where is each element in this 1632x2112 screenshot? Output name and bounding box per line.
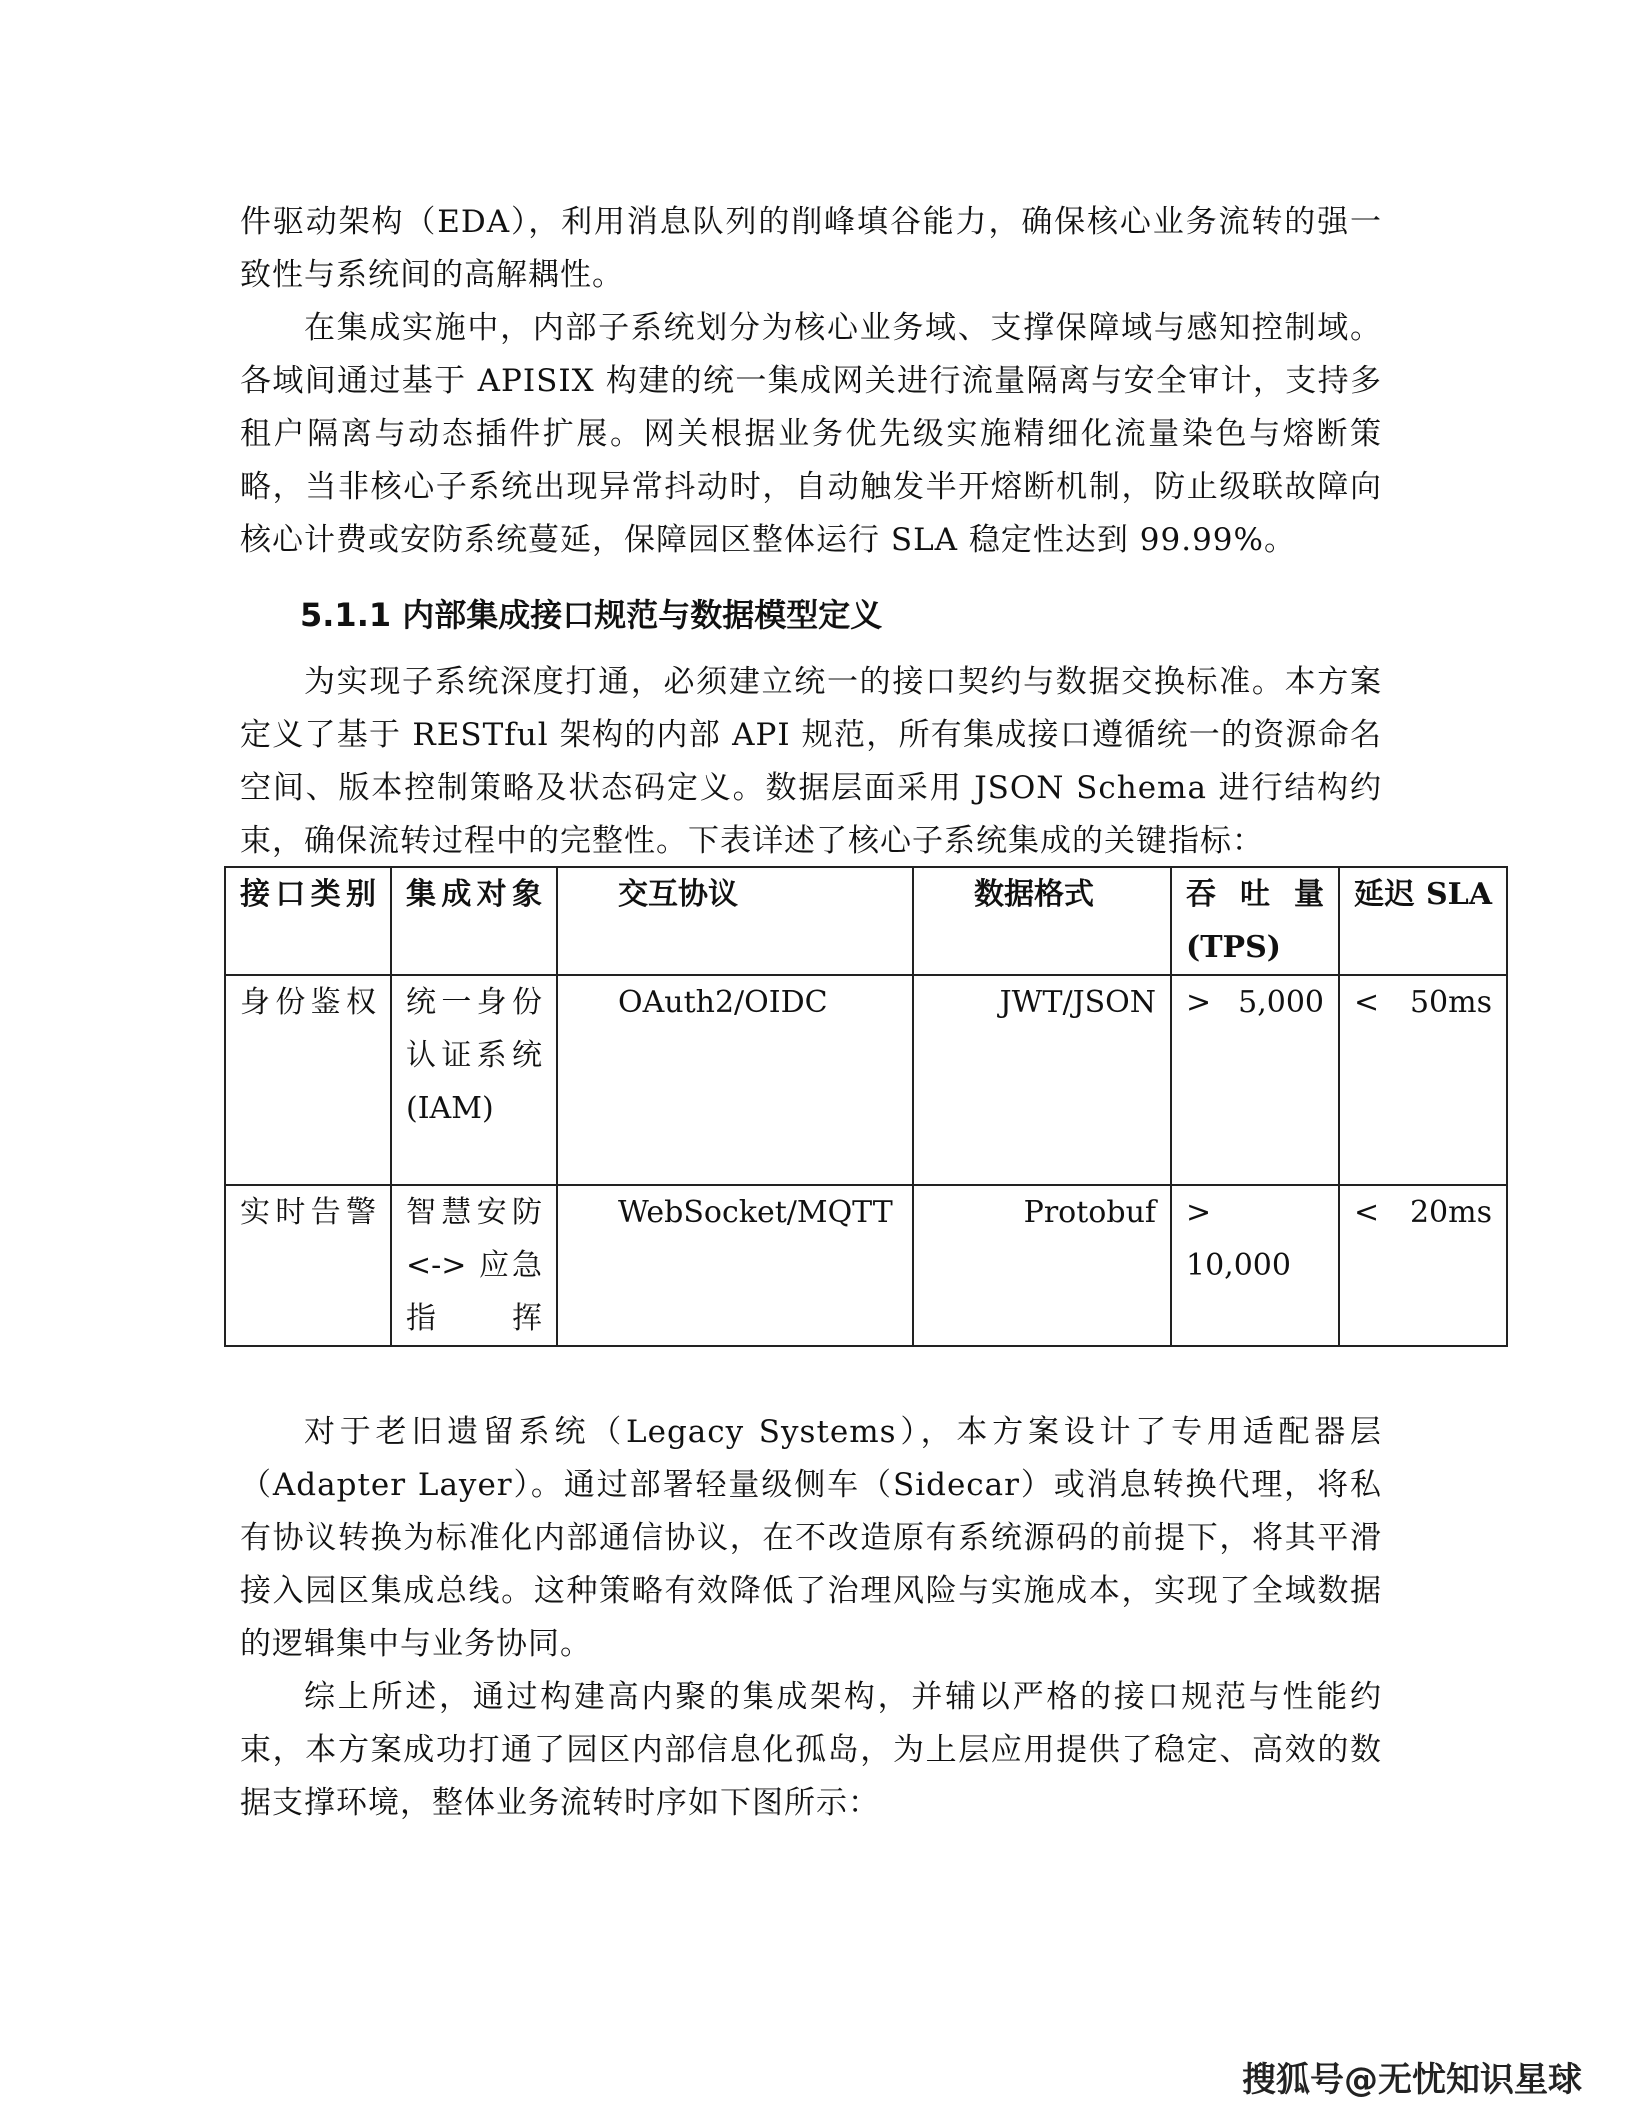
cell-protocol: OAuth2/OIDC <box>557 975 913 1185</box>
header-integration-target: 集成对象 <box>391 867 557 975</box>
cell-data-format: JWT/JSON <box>913 975 1171 1185</box>
paragraph-summary: 综上所述，通过构建高内聚的集成架构，并辅以严格的接口规范与性能约束，本方案成功打通了园区内部信息化孤岛，为上层应用提供了稳定、高效的数据支撑环境，整体业务流转时序如下图所示： <box>240 1679 1382 1821</box>
table-row <box>225 1185 1507 1346</box>
cell-protocol: WebSocket/MQTT <box>557 1185 913 1346</box>
integration-spec-table <box>224 866 1508 1347</box>
header-interface-type: 接口类别 <box>225 867 391 975</box>
header-throughput: 吞吐量 (TPS) <box>1171 867 1339 975</box>
cell-data-format: Protobuf <box>913 1185 1171 1346</box>
cell-interface-type: 身份鉴权 <box>225 975 391 1185</box>
header-data-format: 数据格式 <box>913 867 1171 975</box>
cell-throughput: > 10,000 <box>1171 1185 1339 1346</box>
table-header-row <box>225 867 1507 975</box>
cell-integration-target: 智慧安防 <-> 应急指挥 <box>391 1185 557 1346</box>
paragraph-integration-gateway: 在集成实施中，内部子系统划分为核心业务域、支撑保障域与感知控制域。各域间通过基于 APISIX 构建的统一集成网关进行流量隔离与安全审计，支持多租户隔离与动态插件扩展。网关根据业务优先级实施精细化流量染色与熔断策略，当非核心子系统出现异常抖动时，自动触发半开熔断机制，防止级联故障向核心计费或安防系统蔓延，保障园区整体运行 SLA 稳定性达到 99.99%。 <box>240 310 1382 558</box>
watermark: 搜狐号@无忧知识星球 <box>1242 2060 1582 2100</box>
paragraph-api-spec: 为实现子系统深度打通，必须建立统一的接口契约与数据交换标准。本方案定义了基于 RESTful 架构的内部 API 规范，所有集成接口遵循统一的资源命名空间、版本控制策略及状态码定义。数据层面采用 JSON Schema 进行结构约束，确保流转过程中的完整性。下表详述了核心子系统集成的关键指标： <box>240 664 1382 859</box>
cell-integration-target: 统一身份认证系统 (IAM) <box>391 975 557 1185</box>
table-row <box>225 975 1507 1185</box>
cell-interface-type: 实时告警 <box>225 1185 391 1346</box>
header-latency-sla: 延迟 SLA <box>1339 867 1507 975</box>
top-paragraphs <box>240 196 1382 567</box>
cell-throughput: > 5,000 <box>1171 975 1339 1185</box>
paragraph-eda: 件驱动架构（EDA），利用消息队列的削峰填谷能力，确保核心业务流转的强一致性与系统间的高解耦性。 <box>240 204 1382 293</box>
section-heading: 5.1.1 内部集成接口规范与数据模型定义 <box>300 596 883 634</box>
paragraph-legacy-adapter: 对于老旧遗留系统（Legacy Systems），本方案设计了专用适配器层（Adapter Layer）。通过部署轻量级侧车（Sidecar）或消息转换代理，将私有协议转换为标准化内部通信协议，在不改造原有系统源码的前提下，将其平滑接入园区集成总线。这种策略有效降低了治理风险与实施成本，实现了全域数据的逻辑集中与业务协同。 <box>240 1414 1382 1662</box>
bottom-paragraphs <box>240 1406 1382 1830</box>
intro-paragraph-block <box>240 656 1382 868</box>
header-protocol: 交互协议 <box>557 867 913 975</box>
cell-latency: < 20ms <box>1339 1185 1507 1346</box>
cell-latency: < 50ms <box>1339 975 1507 1185</box>
